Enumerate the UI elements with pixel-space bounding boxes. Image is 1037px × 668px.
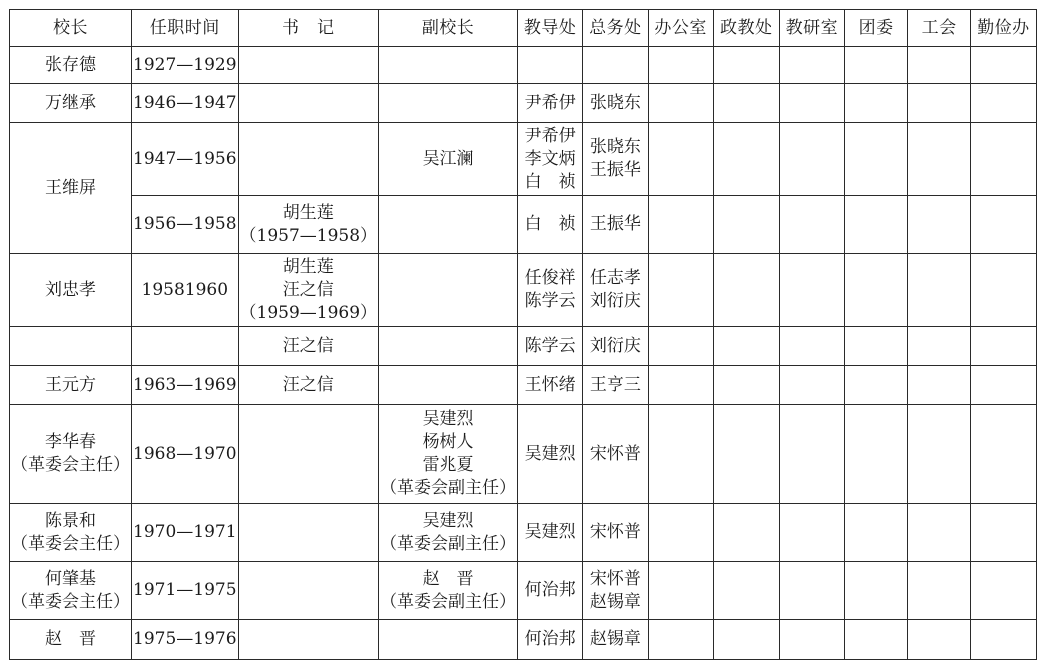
table-row [10, 123, 1037, 196]
principal-cell [10, 327, 132, 366]
labor-union-cell [908, 84, 971, 123]
table-row [10, 254, 1037, 327]
cell-line: （革委会主任） [11, 533, 130, 554]
cell-line: 雷兆夏 [422, 455, 474, 475]
research-office-cell [779, 405, 844, 504]
header-term: 任职时间 [132, 10, 239, 47]
term-cell [132, 123, 239, 196]
youth-league-cell [845, 366, 908, 405]
labor-union-cell [908, 196, 971, 254]
teaching-office-cell [518, 327, 583, 366]
cell-line: （革委会副主任） [380, 478, 517, 498]
research-office-cell [779, 84, 844, 123]
term-cell [132, 327, 239, 366]
cell-line: 白 祯 [524, 171, 576, 192]
labor-union-cell [908, 620, 971, 660]
political-office-cell [713, 327, 779, 366]
table-row [10, 196, 1037, 254]
table-row [10, 84, 1037, 123]
principal-cell [10, 405, 132, 504]
research-office-cell [779, 620, 844, 660]
cell-line: 刘忠孝 [45, 279, 96, 300]
political-office-cell [713, 84, 779, 123]
cell-line: 胡生莲 [282, 202, 334, 223]
cell-line: 1970—1971 [133, 522, 237, 542]
secretary-cell [238, 123, 379, 196]
cell-line: 吴建烈 [422, 510, 474, 531]
table-row [10, 366, 1037, 405]
political-office-cell [713, 196, 779, 254]
vice-principal-cell [379, 620, 518, 660]
admin-office-cell [648, 196, 713, 254]
research-office-cell [779, 504, 844, 562]
cell-line: 万继承 [45, 92, 96, 113]
cell-line: 宋怀普 [589, 568, 641, 589]
general-affairs-cell [583, 405, 648, 504]
political-office-cell [713, 504, 779, 562]
research-office-cell [779, 562, 844, 620]
table-row [10, 562, 1037, 620]
cell-line: 王亨三 [589, 374, 641, 395]
political-office-cell [713, 254, 779, 327]
term-cell [132, 84, 239, 123]
admin-office-cell [648, 327, 713, 366]
vice-principal-cell [379, 123, 518, 196]
teaching-office-cell [518, 254, 583, 327]
research-office-cell [779, 196, 844, 254]
cell-line: 赵锡章 [589, 629, 641, 649]
cell-line: 1946—1947 [133, 92, 237, 113]
cell-line: 何治邦 [524, 580, 576, 600]
labor-union-cell [908, 405, 971, 504]
principal-cell [10, 254, 132, 327]
cell-line: 吴建烈 [524, 443, 576, 464]
youth-league-cell [845, 254, 908, 327]
cell-line: 19581960 [141, 279, 229, 300]
cell-line: 何治邦 [524, 629, 576, 649]
teaching-office-cell [518, 562, 583, 620]
youth-league-cell [845, 196, 908, 254]
labor-union-cell [908, 504, 971, 562]
cell-line: 任俊祥 [524, 268, 576, 288]
cell-line: 1968—1970 [133, 443, 237, 464]
admin-office-cell [648, 405, 713, 504]
teaching-office-cell [518, 504, 583, 562]
general-affairs-cell [583, 196, 648, 254]
vice-principal-cell [379, 366, 518, 405]
youth-league-cell [845, 47, 908, 84]
political-office-cell [713, 123, 779, 196]
cell-line: 1963—1969 [133, 374, 237, 395]
youth-league-cell [845, 405, 908, 504]
teaching-office-cell [518, 123, 583, 196]
secretary-cell [238, 196, 379, 254]
secretary-cell [238, 327, 379, 366]
thrift-office-cell [970, 47, 1036, 84]
term-cell [132, 366, 239, 405]
admin-office-cell [648, 123, 713, 196]
cell-line: 杨树人 [422, 432, 474, 452]
thrift-office-cell [970, 254, 1036, 327]
general-affairs-cell [583, 620, 648, 660]
cell-line: 王振华 [589, 214, 641, 234]
cell-line: 陈学云 [524, 291, 576, 311]
cell-line: 汪之信 [282, 279, 334, 300]
thrift-office-cell [970, 366, 1036, 405]
cell-line: （1957—1958） [239, 225, 378, 246]
teaching-office-cell [518, 366, 583, 405]
header-thrift-office: 勤俭办 [970, 10, 1036, 47]
header-teaching-office: 教导处 [518, 10, 583, 47]
thrift-office-cell [970, 620, 1036, 660]
term-cell [132, 504, 239, 562]
youth-league-cell [845, 562, 908, 620]
general-affairs-cell [583, 504, 648, 562]
cell-line: （革委会副主任） [380, 591, 517, 612]
header-secretary: 书 记 [238, 10, 379, 47]
research-office-cell [779, 47, 844, 84]
cell-line: 王振华 [589, 160, 641, 180]
secretary-cell [238, 504, 379, 562]
cell-line: 尹希伊 [524, 125, 576, 146]
cell-line: 胡生莲 [282, 256, 334, 277]
header-youth-league: 团委 [845, 10, 908, 47]
cell-line: 陈学云 [524, 335, 576, 356]
labor-union-cell [908, 254, 971, 327]
header-research-office: 教研室 [779, 10, 844, 47]
principal-cell [10, 504, 132, 562]
thrift-office-cell [970, 84, 1036, 123]
teaching-office-cell [518, 84, 583, 123]
teaching-office-cell [518, 405, 583, 504]
vice-principal-cell [379, 84, 518, 123]
cell-line: 汪之信 [282, 335, 334, 356]
cell-line: 何肇基 [45, 568, 96, 589]
cell-line: 赵 晋 [422, 568, 474, 589]
term-cell [132, 405, 239, 504]
vice-principal-cell [379, 562, 518, 620]
labor-union-cell [908, 47, 971, 84]
cell-line: 李华春 [45, 432, 96, 452]
cell-line: （革委会主任） [11, 591, 130, 612]
admin-office-cell [648, 504, 713, 562]
cell-line: 王怀绪 [524, 374, 576, 395]
table-row [10, 504, 1037, 562]
header-labor-union: 工会 [908, 10, 971, 47]
youth-league-cell [845, 84, 908, 123]
political-office-cell [713, 620, 779, 660]
header-row [10, 10, 1037, 47]
general-affairs-cell [583, 84, 648, 123]
cell-line: 任志孝 [589, 268, 641, 288]
thrift-office-cell [970, 123, 1036, 196]
teaching-office-cell [518, 47, 583, 84]
cell-line: （革委会主任） [11, 455, 130, 475]
cell-line: 宋怀普 [589, 522, 641, 542]
cell-line: 吴建烈 [524, 522, 576, 542]
general-affairs-cell [583, 327, 648, 366]
secretary-cell [238, 254, 379, 327]
header-principal: 校长 [10, 10, 132, 47]
teaching-office-cell [518, 620, 583, 660]
cell-line: 1971—1975 [133, 580, 237, 600]
thrift-office-cell [970, 196, 1036, 254]
header-vice-principal: 副校长 [379, 10, 518, 47]
thrift-office-cell [970, 562, 1036, 620]
cell-line: 1956—1958 [133, 214, 237, 234]
labor-union-cell [908, 366, 971, 405]
table-body [10, 47, 1037, 660]
secretary-cell [238, 562, 379, 620]
research-office-cell [779, 254, 844, 327]
term-cell [132, 562, 239, 620]
youth-league-cell [845, 327, 908, 366]
admin-office-cell [648, 47, 713, 84]
cell-line: 尹希伊 [524, 92, 576, 113]
table-row [10, 405, 1037, 504]
term-cell [132, 47, 239, 84]
principal-cell [10, 84, 132, 123]
vice-principal-cell [379, 504, 518, 562]
vice-principal-cell [379, 196, 518, 254]
principal-cell [10, 620, 132, 660]
political-office-cell [713, 366, 779, 405]
labor-union-cell [908, 123, 971, 196]
header-political-office: 政教处 [713, 10, 779, 47]
cell-line: 张存德 [45, 54, 96, 75]
cell-line: 1927—1929 [133, 54, 237, 75]
thrift-office-cell [970, 327, 1036, 366]
term-cell [132, 620, 239, 660]
principal-cell [10, 562, 132, 620]
cell-line: 白 祯 [524, 214, 576, 234]
principal-cell [10, 47, 132, 84]
cell-line: 陈景和 [45, 510, 96, 531]
vice-principal-cell [379, 254, 518, 327]
term-cell [132, 196, 239, 254]
secretary-cell [238, 47, 379, 84]
principal-cell [10, 366, 132, 405]
principal-cell [10, 123, 132, 254]
vice-principal-cell [379, 405, 518, 504]
cell-line: 赵锡章 [589, 591, 641, 612]
youth-league-cell [845, 123, 908, 196]
secretary-cell [238, 620, 379, 660]
cell-line: 刘衍庆 [589, 291, 641, 311]
cell-line: 1975—1976 [133, 629, 237, 649]
labor-union-cell [908, 327, 971, 366]
admin-office-cell [648, 254, 713, 327]
cell-line: 张晓东 [589, 92, 641, 113]
table-row [10, 327, 1037, 366]
cell-line: （1959—1969） [239, 302, 378, 323]
cell-line: 1947—1956 [133, 148, 237, 169]
cell-line: 张晓东 [589, 137, 641, 157]
general-affairs-cell [583, 123, 648, 196]
teaching-office-cell [518, 196, 583, 254]
youth-league-cell [845, 620, 908, 660]
vice-principal-cell [379, 327, 518, 366]
cell-line: 赵 晋 [45, 629, 96, 649]
political-office-cell [713, 562, 779, 620]
cell-line: 吴建烈 [422, 409, 474, 429]
general-affairs-cell [583, 366, 648, 405]
header-general-affairs: 总务处 [583, 10, 648, 47]
cell-line: 刘衍庆 [589, 335, 641, 356]
general-affairs-cell [583, 254, 648, 327]
secretary-cell [238, 405, 379, 504]
thrift-office-cell [970, 405, 1036, 504]
vice-principal-cell [379, 47, 518, 84]
political-office-cell [713, 405, 779, 504]
admin-office-cell [648, 620, 713, 660]
general-affairs-cell [583, 47, 648, 84]
research-office-cell [779, 327, 844, 366]
secretary-cell [238, 84, 379, 123]
research-office-cell [779, 123, 844, 196]
cell-line: 王元方 [45, 374, 96, 395]
cell-line: 宋怀普 [589, 443, 641, 464]
youth-league-cell [845, 504, 908, 562]
cell-line: 吴江澜 [422, 148, 474, 169]
political-office-cell [713, 47, 779, 84]
research-office-cell [779, 366, 844, 405]
header-admin-office: 办公室 [648, 10, 713, 47]
cell-line: 李文炳 [524, 148, 576, 169]
table-row [10, 620, 1037, 660]
admin-office-cell [648, 562, 713, 620]
table-row [10, 47, 1037, 84]
admin-office-cell [648, 366, 713, 405]
secretary-cell [238, 366, 379, 405]
cell-line: 王维屏 [45, 177, 96, 198]
cell-line: （革委会副主任） [380, 533, 517, 554]
cell-line: 汪之信 [282, 374, 334, 395]
leadership-table [9, 9, 1037, 660]
labor-union-cell [908, 562, 971, 620]
admin-office-cell [648, 84, 713, 123]
general-affairs-cell [583, 562, 648, 620]
thrift-office-cell [970, 504, 1036, 562]
term-cell [132, 254, 239, 327]
